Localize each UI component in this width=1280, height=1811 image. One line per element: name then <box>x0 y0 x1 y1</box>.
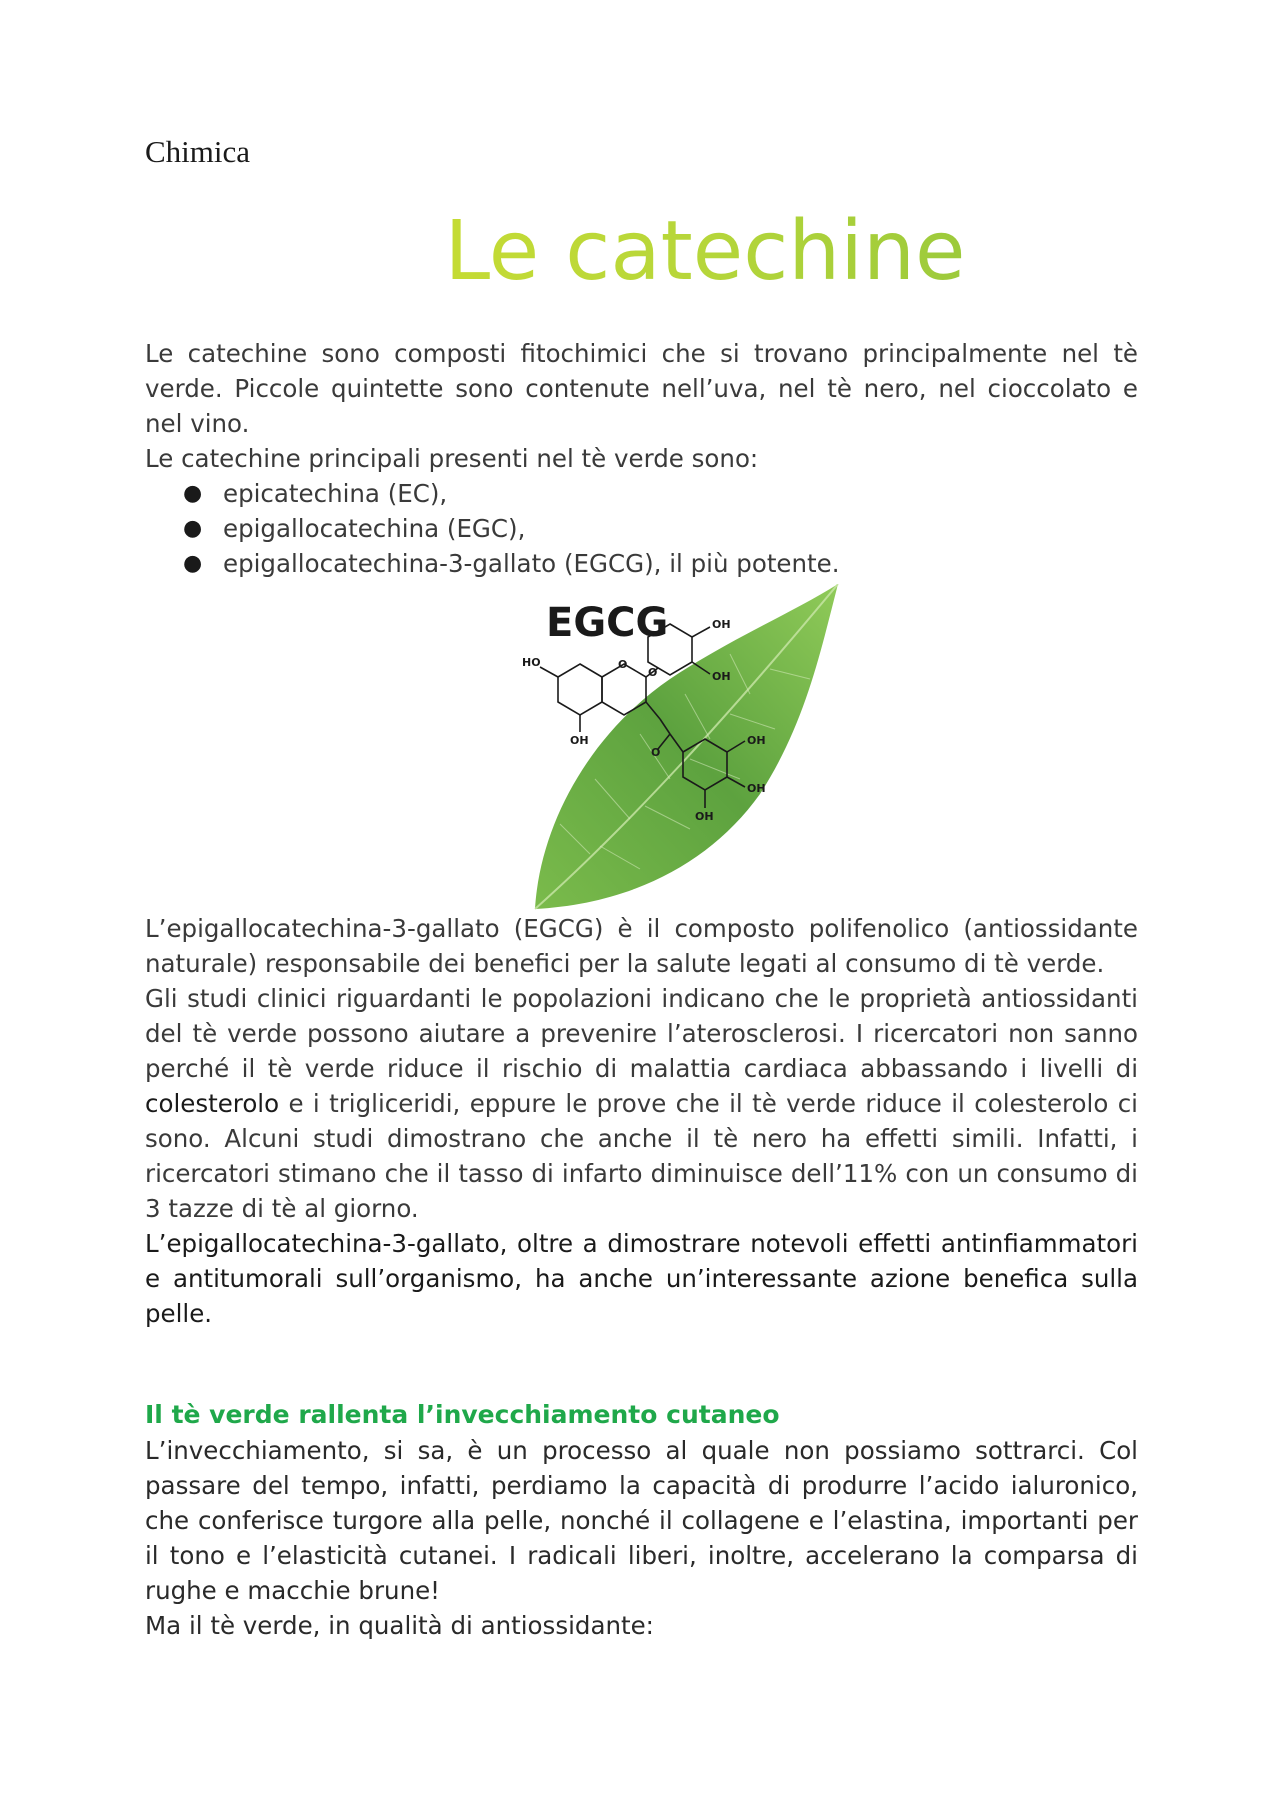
intro-paragraph: Le catechine sono composti fitochimici che si trovano principalmente nel tè verde. Piccole quintette sono contenute nell’uva, nel tè nero, nel cioccolato e nel vino. <box>145 339 1138 438</box>
page-title: Le catechine <box>0 204 1280 299</box>
intro-section <box>145 336 1138 581</box>
studies-paragraph: Gli studi clinici riguardanti le popolazioni indicano che le proprietà antiossidanti del tè verde possono aiutare a prevenire l’aterosclerosi. I ricercatori non sanno perché il tè verde riduce il rischio di malattia cardiaca abbassando i livelli di colesterolo e i trigliceridi, eppure le prove che il tè verde riduce il colesterolo ci sono. Alcuni studi dimostrano che anche il tè nero ha effetti simili. Infatti, i ricercatori stimano che il tasso di infarto diminuisce dell’11% con un consumo di 3 tazze di tè al giorno. <box>145 984 1138 1223</box>
svg-text:OH: OH <box>712 670 731 683</box>
intro-list-lead: Le catechine principali presenti nel tè verde sono: <box>145 444 759 473</box>
skin-benefit-paragraph: L’epigallocatechina-3-gallato, oltre a dimostrare notevoli effetti antinfiammatori e antitumorali sull’organismo, ha anche un’interessante azione benefica sulla pelle. <box>145 1229 1138 1328</box>
list-item: ● epigallocatechina (EGC), <box>145 511 1138 546</box>
subject-label: Chimica <box>145 134 251 169</box>
svg-text:O: O <box>651 746 661 759</box>
svg-text:OH: OH <box>747 734 766 747</box>
antioxidant-lead: Ma il tè verde, in qualità di antiossidante: <box>145 1611 654 1640</box>
list-item: ● epigallocatechina-3-gallato (EGCG), il più potente. <box>145 546 1138 581</box>
egcg-label: EGCG <box>546 600 669 646</box>
svg-text:HO: HO <box>522 656 541 669</box>
catechin-list <box>145 476 1138 581</box>
aging-section <box>145 1433 1138 1643</box>
aging-paragraph: L’invecchiamento, si sa, è un processo al quale non possiamo sottrarci. Col passare del tempo, infatti, perdiamo la capacità di produrre l’acido ialuronico, che conferisce turgore alla pelle, nonché il collagene e l’elastina, importanti per il tono e l’elasticità cutanei. I radicali liberi, inoltre, accelerano la comparsa di rughe e macchie brune! <box>145 1436 1138 1605</box>
svg-text:O: O <box>648 666 658 679</box>
egcg-section <box>145 911 1138 1331</box>
svg-text:OH: OH <box>747 782 766 795</box>
svg-text:OH: OH <box>712 618 731 631</box>
svg-text:OH: OH <box>570 734 589 747</box>
section-heading: Il tè verde rallenta l’invecchiamento cutaneo <box>145 1400 780 1429</box>
cholesterol-link[interactable]: colesterolo <box>145 1089 280 1118</box>
bullet-icon: ● <box>183 551 203 576</box>
egcg-structure-figure <box>520 584 840 914</box>
svg-text:OH: OH <box>695 810 714 823</box>
egcg-definition-paragraph: L’epigallocatechina-3-gallato (EGCG) è il composto polifenolico (antiossidante naturale) responsabile dei benefici per la salute legati al consumo di tè verde. <box>145 914 1138 978</box>
bullet-icon: ● <box>183 516 203 541</box>
list-item: ● epicatechina (EC), <box>145 476 1138 511</box>
svg-text:O: O <box>618 658 628 671</box>
bullet-icon: ● <box>183 481 203 506</box>
